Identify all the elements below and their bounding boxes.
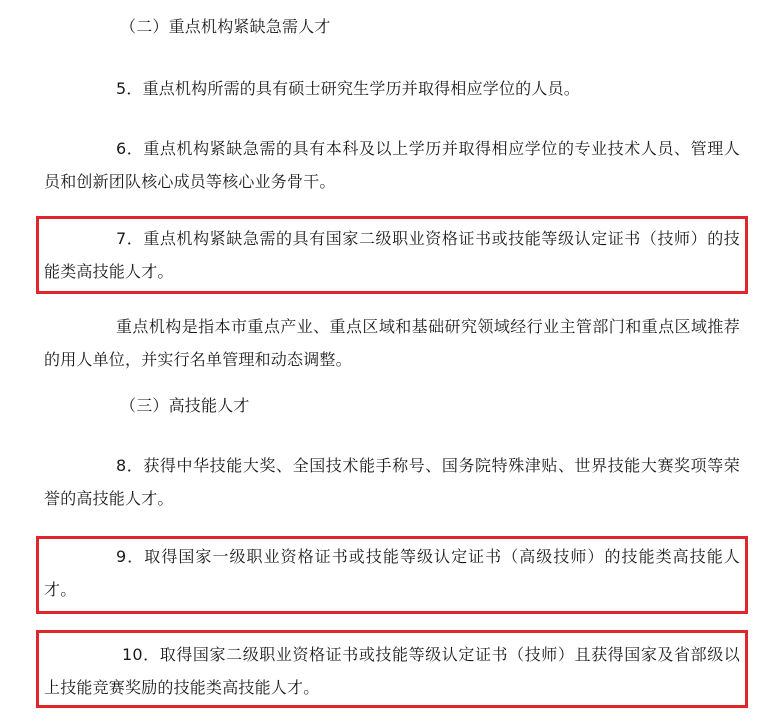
paragraph-9: 9．取得国家一级职业资格证书或技能等级认定证书（高级技师）的技能类高技能人才。 — [44, 547, 740, 599]
paragraph-key-institutions-note: 重点机构是指本市重点产业、重点区域和基础研究领域经行业主管部门和重点区域推荐的用人单位，并实行名单管理和动态调整。 — [44, 317, 740, 369]
section-3-heading: （三）高技能人才 — [120, 396, 250, 415]
paragraph-10: 10．取得国家二级职业资格证书或技能等级认定证书（技师）且获得国家及省部级以上技能竞赛奖励的技能类高技能人才。 — [44, 645, 740, 697]
paragraph-5: 5．重点机构所需的具有硕士研究生学历并取得相应学位的人员。 — [116, 79, 580, 98]
paragraph-7: 7．重点机构紧缺急需的具有国家二级职业资格证书或技能等级认定证书（技师）的技能类高技能人才。 — [44, 229, 740, 281]
paragraph-6: 6．重点机构紧缺急需的具有本科及以上学历并取得相应学位的专业技术人员、管理人员和创新团队核心成员等核心业务骨干。 — [44, 139, 740, 191]
paragraph-8: 8．获得中华技能大奖、全国技术能手称号、国务院特殊津贴、世界技能大赛奖项等荣誉的高技能人才。 — [44, 456, 740, 508]
section-2-heading: （二）重点机构紧缺急需人才 — [120, 17, 331, 36]
